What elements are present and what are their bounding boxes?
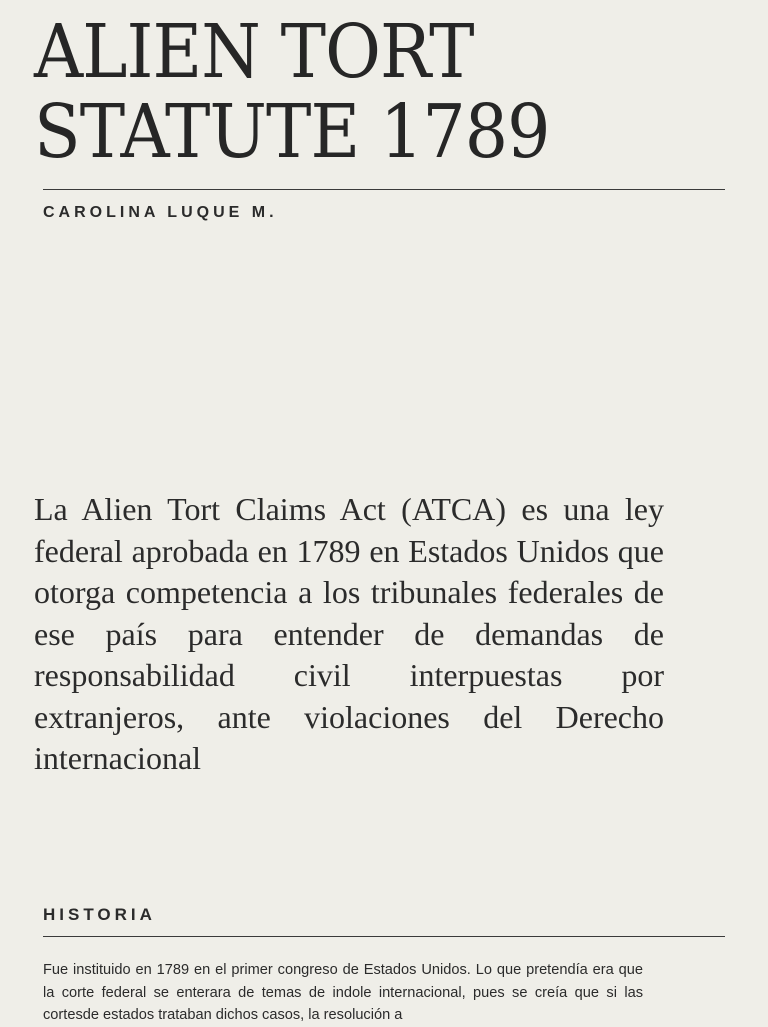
- title-line-2: STATUTE 1789: [34, 89, 550, 175]
- title-line-1: ALIEN TORT: [34, 9, 474, 95]
- section-heading-historia: HISTORIA: [43, 905, 156, 924]
- section-divider: [43, 936, 725, 937]
- lead-paragraph: La Alien Tort Claims Act (ATCA) es una ley federal aprobada en 1789 en Estados Unidos que otorga competencia a los tribunales federales de ese país para entender de demandas de responsabilidad civil interpuestas por extranjeros, ante violaciones del Derecho internacional: [34, 491, 664, 776]
- section-body-historia: Fue instituido en 1789 en el primer congreso de Estados Unidos. Lo que pretendía era que la corte federal se enterara de temas de indole internacional, pues se creía que si las cortesde estados trataban dichos casos, la resolución a: [43, 962, 643, 1023]
- author-name: CAROLINA LUQUE M.: [43, 204, 278, 221]
- document-title: [34, 9, 678, 175]
- title-divider: [43, 189, 725, 190]
